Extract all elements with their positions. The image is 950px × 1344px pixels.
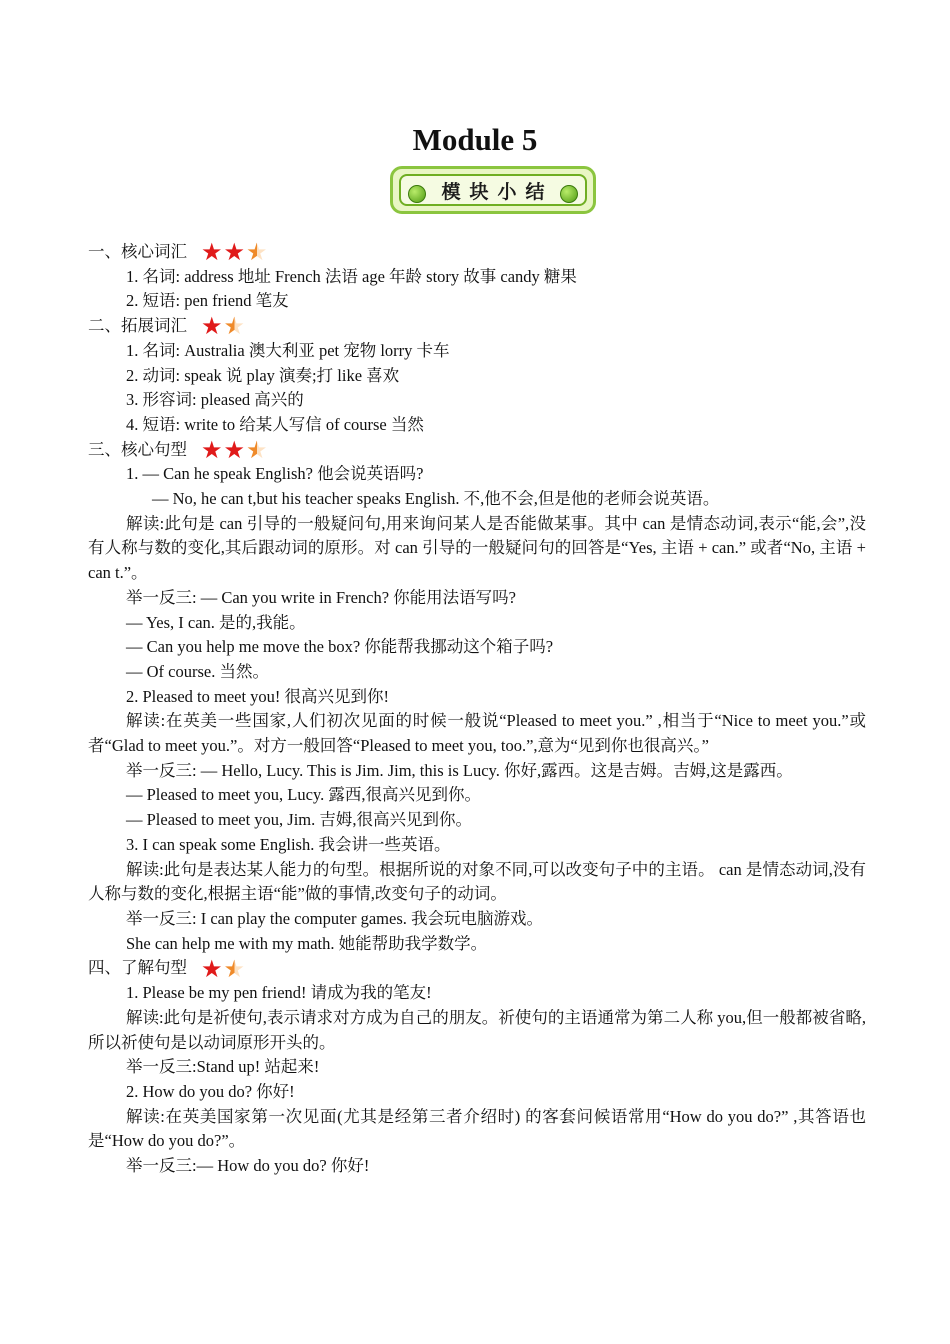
summary-content — [88, 240, 866, 1179]
section-title: 二、拓展词汇 — [88, 316, 187, 336]
section-title: 一、核心词汇 — [88, 242, 187, 261]
badge-frame — [399, 174, 587, 206]
explanation: 解读:此句是 can 引导的一般疑问句,用来询问某人是否能做某事。其中 can 是情态动词,表示“能,会”,没有人称与数的变化,其后跟动词的原形。对 can 引导的一般疑问句的回答是“Yes, 主语 + can.” 或者“No, 主语 + can t.”。 — [88, 513, 866, 583]
explanation: 解读:此句是表达某人能力的句型。根据所说的对象不同,可以改变句子中的主语。 can 是情态动词,没有人称与数的变化,根据主语“能”做的事情,改变句子的动词。 — [88, 859, 866, 904]
example-line: — Of course. 当然。 — [126, 661, 269, 681]
example-line: 举一反三: — Hello, Lucy. This is Jim. Jim, this is Lucy. 你好,露西。这是吉姆。吉姆,这是露西。 — [126, 760, 793, 780]
rating-stars — [201, 435, 268, 464]
section-heading — [88, 314, 866, 339]
vocab-line: 2. 短语: pen friend 笔友 — [126, 291, 289, 311]
module-summary-badge — [390, 166, 596, 214]
example-line: — Can you help me move the box? 你能帮我挪动这个箱子吗? — [126, 637, 554, 657]
section-heading — [88, 956, 866, 981]
badge-label: 模块小结 — [441, 180, 554, 203]
sentence-pattern: 1. Please be my pen friend! 请成为我的笔友! — [126, 983, 432, 1003]
example-line: 举一反三: I can play the computer games. 我会玩电脑游戏。 — [126, 908, 544, 928]
half-star-icon: ★ — [223, 954, 246, 983]
section-heading — [88, 240, 866, 265]
star-icon: ★ — [223, 435, 246, 464]
section-title: 四、了解句型 — [88, 958, 187, 978]
half-star-icon: ★ — [246, 435, 268, 464]
green-dot-icon — [560, 185, 578, 203]
rating-stars — [201, 312, 246, 341]
page-title: Module 5 — [412, 122, 538, 157]
sentence-pattern: 1. — Can he speak English? 他会说英语吗? — [126, 464, 424, 484]
example-line: — Pleased to meet you, Jim. 吉姆,很高兴见到你。 — [126, 810, 473, 830]
star-icon: ★ — [201, 312, 223, 341]
explanation: 解读:此句是祈使句,表示请求对方成为自己的朋友。祈使句的主语通常为第二人称 you,但一般都被省略,所以祈使句是以动词原形开头的。 — [88, 1007, 866, 1052]
star-icon: ★ — [201, 954, 223, 983]
rating-stars — [201, 238, 268, 267]
example-line: 举一反三: — Can you write in French? 你能用法语写吗? — [126, 587, 516, 607]
green-dot-icon — [408, 185, 426, 203]
section-heading — [88, 435, 866, 464]
example-line: — Pleased to meet you, Lucy. 露西,很高兴见到你。 — [126, 785, 482, 805]
explanation: 解读:在英美一些国家,人们初次见面的时候一般说“Pleased to meet you.” ,相当于“Nice to meet you.”或者“Glad to meet you.”。对方一般回答“Pleased to meet you, too.”,意为“见到你也很高兴。” — [88, 711, 866, 756]
vocab-line: 1. 名词: Australia 澳大利亚 pet 宠物 lorry 卡车 — [126, 340, 450, 360]
star-icon: ★ — [223, 238, 246, 267]
section-title: 三、核心句型 — [88, 439, 187, 459]
vocab-line: 4. 短语: write to 给某人写信 of course 当然 — [126, 414, 424, 434]
example-line: 举一反三:Stand up! 站起来! — [126, 1057, 320, 1077]
star-icon: ★ — [201, 435, 223, 464]
half-star-icon: ★ — [246, 238, 268, 267]
vocab-line: 1. 名词: address 地址 French 法语 age 年龄 story 故事 candy 糖果 — [126, 266, 577, 286]
sentence-pattern: 2. Pleased to meet you! 很高兴见到你! — [126, 686, 390, 706]
vocab-line: 2. 动词: speak 说 play 演奏;打 like 喜欢 — [126, 365, 400, 385]
half-star-icon: ★ — [223, 312, 246, 341]
example-line: She can help me with my math. 她能帮助我学数学。 — [126, 933, 488, 953]
sentence-pattern: 2. How do you do? 你好! — [126, 1081, 295, 1101]
sentence-pattern: 3. I can speak some English. 我会讲一些英语。 — [126, 834, 451, 854]
explanation: 解读:在英美国家第一次见面(尤其是经第三者介绍时) 的客套问候语常用“How do you do?” ,其答语也是“How do you do?”。 — [88, 1106, 866, 1151]
rating-stars — [201, 954, 246, 983]
example-line: 举一反三:— How do you do? 你好! — [126, 1156, 370, 1176]
example-line: — Yes, I can. 是的,我能。 — [126, 612, 306, 632]
vocab-line: 3. 形容词: pleased 高兴的 — [126, 390, 304, 410]
star-icon: ★ — [201, 238, 223, 267]
sentence-answer: — No, he can t,but his teacher speaks English. 不,他不会,但是他的老师会说英语。 — [152, 489, 720, 509]
